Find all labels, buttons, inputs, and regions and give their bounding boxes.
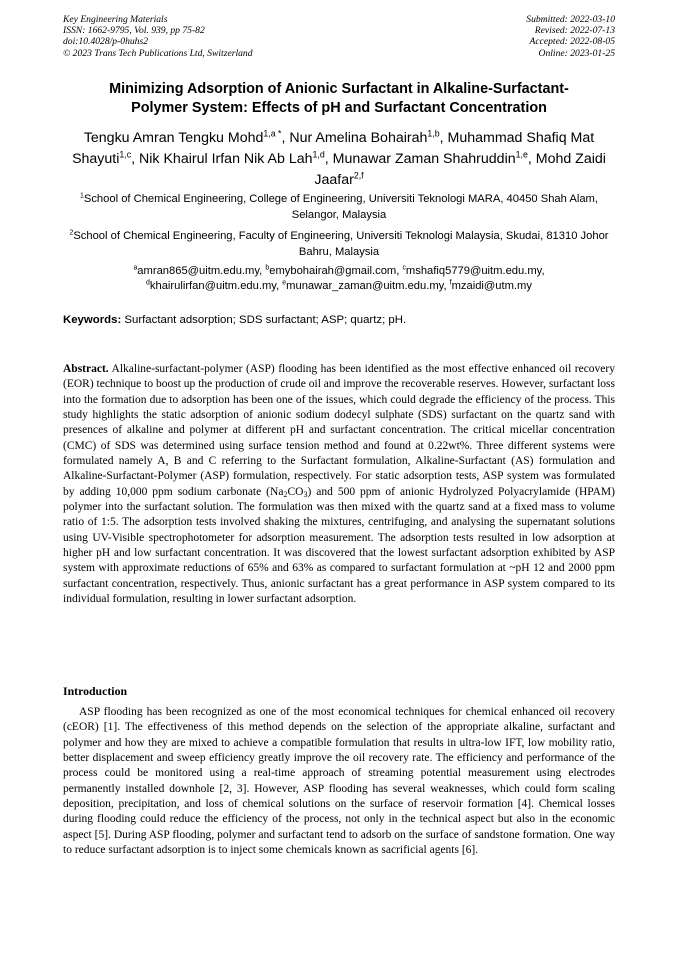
author-list: Tengku Amran Tengku Mohd$^{1,a *}$, Nur Amelina Bohairah$^{1,b}$, Muhammad Shafiq Mat Shayuti$^{1,c}$, Nik Khairul Irfan Nik Ab Lah$^{1,d}$, Munawar Zaman Shahruddin$^{1,e}$, Mohd Zaidi Jaafar$^{2,f}$ xyxy=(72,128,606,188)
author-name: Munawar Zaman Shahruddin xyxy=(332,151,516,167)
author-affiliation-mark: 1,a * xyxy=(263,128,282,139)
accepted-date: Accepted: 2022-08-05 xyxy=(529,36,615,48)
author-affiliation-mark: 1,e xyxy=(515,149,528,160)
keywords-line xyxy=(63,313,623,328)
email-link[interactable]: mshafiq5779@uitm.edu.my xyxy=(405,265,542,277)
submitted-date: Submitted: 2022-03-10 xyxy=(526,14,615,25)
dates-header xyxy=(526,14,615,59)
keywords-text: Surfactant adsorption; SDS surfactant; ASP; quartz; pH. xyxy=(121,314,407,326)
author-name: Muhammad Shafiq Mat Shayuti xyxy=(72,130,595,167)
affiliation-1 xyxy=(63,192,615,223)
affiliation-number: 1 xyxy=(80,192,84,200)
email-link[interactable]: khairulirfan@uitm.edu.my xyxy=(149,280,277,292)
author-affiliation-mark: 1,d xyxy=(312,149,325,160)
author-name: Nur Amelina Bohairah xyxy=(289,130,428,146)
affiliation-number: 2 xyxy=(69,229,74,237)
doi-link[interactable]: doi:10.4028/p-0huhs2 xyxy=(63,36,149,48)
journal-header xyxy=(63,14,253,59)
paper-title xyxy=(60,80,618,118)
author-name: Mohd Zaidi Jaafar xyxy=(314,151,606,188)
email-link[interactable]: mzaidi@utm.my xyxy=(451,280,532,292)
author-affiliation-mark: 1,c xyxy=(119,149,132,160)
revised-date: Revised: 2022-07-13 xyxy=(534,25,615,37)
author-name: Tengku Amran Tengku Mohd xyxy=(83,130,264,146)
affiliation-text: School of Chemical Engineering, Faculty of Engineering, Universiti Teknologi Malaysia, Skudai, 81310 Johor Bahru, Malaysia xyxy=(73,230,609,258)
affiliation-text: School of Chemical Engineering, College of Engineering, Universiti Teknologi MARA, 40450 Shah Alam, Selangor, Malaysia xyxy=(83,193,598,221)
issn-line: ISSN: 1662-9795, Vol. 939, pp 75-82 xyxy=(63,25,205,37)
section-heading-introduction: Introduction xyxy=(63,684,128,698)
author-emails: $^a$amran865@uitm.edu.my, $^b$emybohairah@gmail.com, $^c$mshafiq5779@uitm.edu.my, $^d$khairulirfan@uitm.edu.my, $^e$munawar_zaman@uitm.edu.my, $^f$mzaidi@utm.my xyxy=(133,264,545,292)
email-link[interactable]: amran865@uitm.edu.my xyxy=(137,265,260,277)
abstract-paragraph: Abstract. Alkaline-surfactant-polymer (ASP) flooding has been identified as the most effective enhanced oil recovery (EOR) technique to boost up the production of crude oil and improve the recoverable reserves. However, surfactant loss into the formation due to adsorption has been one of the issues, which could degrade the efficiency of the process. This study highlights the static adsorption of anionic sodium dodecyl sulphate (SDS) surfactant on the quartz sand with presences of alkaline and polymer at different pH and surfactant concentration. The critical micellar concentration (CMC) of SDS was determined using surface tension method and found at 0.22wt%. Three different systems were formulated namely A, B and C referring to the Surfactant formulation, Alkaline-Surfactant (AS) formulation and Alkaline-Surfactant-Polymer (ASP) formulation, respectively. For static adsorption tests, ASP system was formulated by adding 10,000 ppm sodium carbonate $(Na_2CO_3)$ and 500 ppm of anionic Hydrolyzed Polyacrylamide (HPAM) polymer into the surfactant solution. The formulation was then mixed with the quartz sand at a fixed mass to volume ratio of 1:5. The adsorption tests involved shaking the mixtures, centrifuging, and analysing the supernatant solutions using UV-Visible spectrophotometer for adsorption measurement. The adsorption tests resulted in low adsorption at higher pH and low surfactant concentration. It was discovered that the lowest surfactant adsorption exhibited by ASP system with approximate reductions of 65% and 63% as compared to surfactant formulation at ~pH 12 and 2000 ppm surfactant concentration, respectively. Thus, anionic surfactant has a great performance in ASP system compared to its individual formulation, resulting in lower surfactant adsorption. xyxy=(63,363,615,606)
online-date: Online: 2023-01-25 xyxy=(538,47,615,59)
email-link[interactable]: munawar_zaman@uitm.edu.my xyxy=(286,280,444,292)
email-link[interactable]: emybohairah@gmail.com xyxy=(269,265,397,277)
title-line-1: Minimizing Adsorption of Anionic Surfactant in Alkaline-Surfactant- xyxy=(109,81,569,97)
keywords-label: Keywords: xyxy=(63,314,122,326)
copyright-line: © 2023 Trans Tech Publications Ltd, Switzerland xyxy=(63,47,253,59)
author-name: Nik Khairul Irfan Nik Ab Lah xyxy=(139,151,313,167)
title-line-2: Polymer System: Effects of pH and Surfactant Concentration xyxy=(131,100,547,116)
affiliation-2 xyxy=(63,229,615,260)
author-affiliation-mark: 2,f xyxy=(353,170,364,181)
author-affiliation-mark: 1,b xyxy=(427,128,440,139)
introduction-paragraph: ASP flooding has been recognized as one of the most economical techniques for chemical enhanced oil recovery (cEOR) [1]. The effectiveness of this method depends on the selection of the appropriate alkaline, surfactant and polymer and how they are mixed to achieve a compatible formulation that results in ultra-low IFT, low mobility ratio, better displacement and sweep efficiency greatly improve the oil recovery rate. The efficiency and performance of the process could be monitored using a real-time approach of streaming potential measurement using electrodes permanently installed downhole [2, 3]. However, ASP flooding has several weaknesses, which could form scaling deposition, precipitation, and loss of chemical solutions on the surface of reservoir formation [4]. Chemical losses during flooding could reduce the efficiency of the process, not only in the technical aspect but also in the economic aspect [5]. During ASP flooding, polymer and surfactant tend to adsorb on the surface of sandstone formation. One way to reduce surfactant adsorption is to inject some chemicals known as sacrificial agents [6]. xyxy=(63,706,615,857)
journal-name: Key Engineering Materials xyxy=(63,14,168,25)
abstract-label: Abstract. xyxy=(63,363,109,375)
